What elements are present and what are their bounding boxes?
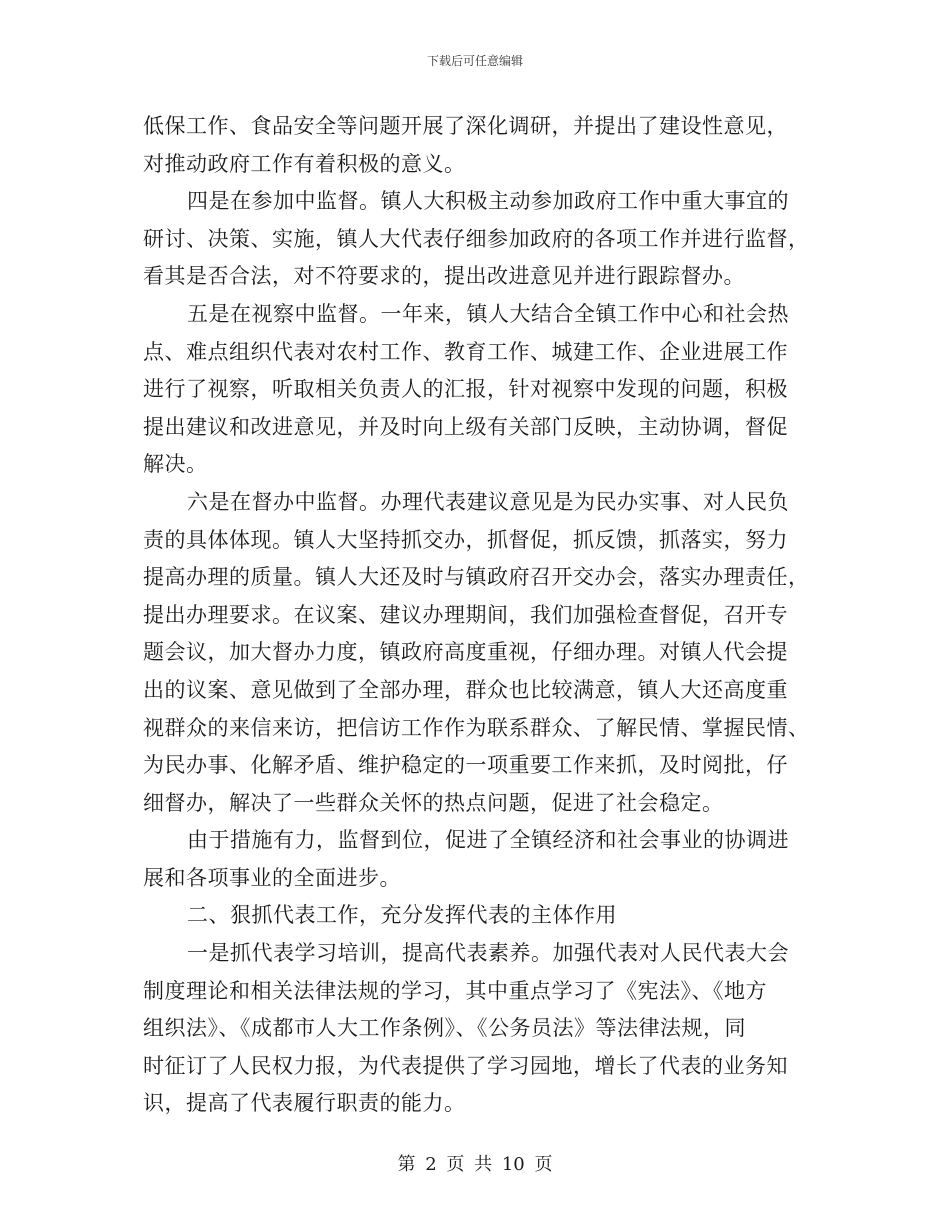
section-heading: [143, 897, 811, 935]
text-line: 识，提高了代表履行职责的能力。: [143, 1091, 466, 1116]
text-line: 四是在参加中监督。镇人大积极主动参加政府工作中重大事宜的: [187, 189, 789, 214]
text-line: 二、狠抓代表工作，充分发挥代表的主体作用: [187, 903, 617, 928]
text-line: 提高办理的质量。镇人大还及时与镇政府召开交办会，落实办理责任，: [143, 565, 810, 590]
text-line: 六是在督办中监督。办理代表建议意见是为民办实事、对人民负: [187, 489, 789, 514]
paragraph-supervision-handling: [143, 484, 811, 822]
text-line: 展和各项事业的全面进步。: [143, 865, 401, 890]
text-line: 制度理论和相关法律法规的学习，其中重点学习了《宪法》、《地方: [143, 978, 767, 1003]
paragraph-representative-training: [143, 935, 811, 1123]
text-line: 题会议，加大督办力度，镇政府高度重视，仔细办理。对镇人代会提: [143, 640, 788, 665]
text-line: 时征订了人民权力报，为代表提供了学习园地，增长了代表的业务知: [143, 1053, 788, 1078]
text-line: 提出办理要求。在议案、建议办理期间，我们加强检查督促，召开专: [143, 602, 788, 627]
page-header: 下载后可任意编辑: [426, 54, 523, 68]
paragraph-summary: [143, 822, 811, 897]
text-line: 责的具体体现。镇人大坚持抓交办，抓督促，抓反馈，抓落实，努力: [143, 527, 788, 552]
text-line: 低保工作、食品安全等问题开展了深化调研，并提出了建设性意见，: [143, 114, 788, 138]
page-footer: 第 2 页 共 10 页: [397, 1154, 553, 1175]
text-line: 出的议案、意见做到了全部办理，群众也比较满意，镇人大还高度重: [143, 677, 788, 702]
text-line: 研讨、决策、实施，镇人大代表仔细参加政府的各项工作并进行监督，: [143, 226, 810, 251]
text-line: 一是抓代表学习培训，提高代表素养。加强代表对人民代表大会: [187, 941, 789, 966]
text-line: 组织法》、《成都市人大工作条例》、《公务员法》等法律法规，同: [143, 1016, 746, 1041]
text-line: 对推动政府工作有着积极的意义。: [143, 151, 466, 176]
text-line: 进行了视察，听取相关负责人的汇报，针对视察中发现的问题，积极: [143, 377, 788, 402]
text-line: 视群众的来信来访，把信访工作作为联系群众、了解民情、掌握民情、: [143, 715, 810, 740]
paragraph-intro-continued: [143, 108, 811, 183]
text-line: 解决。: [143, 452, 208, 477]
text-line: 点、难点组织代表对农村工作、教育工作、城建工作、企业进展工作: [143, 339, 788, 364]
text-line: 由于措施有力，监督到位，促进了全镇经济和社会事业的协调进: [187, 828, 789, 853]
paragraph-supervision-inspection: [143, 296, 811, 484]
text-line: 看其是否合法，对不符要求的，提出改进意见并进行跟踪督办。: [143, 264, 745, 289]
document-body: [143, 108, 811, 1123]
text-line: 细督办，解决了一些群众关怀的热点问题，促进了社会稳定。: [143, 790, 724, 815]
text-line: 五是在视察中监督。一年来，镇人大结合全镇工作中心和社会热: [187, 301, 789, 326]
text-line: 为民办事、化解矛盾、维护稳定的一项重要工作来抓，及时阅批，仔: [143, 753, 788, 778]
text-line: 提出建议和改进意见，并及时向上级有关部门反映，主动协调，督促: [143, 414, 788, 439]
paragraph-supervision-participation: [143, 183, 811, 296]
